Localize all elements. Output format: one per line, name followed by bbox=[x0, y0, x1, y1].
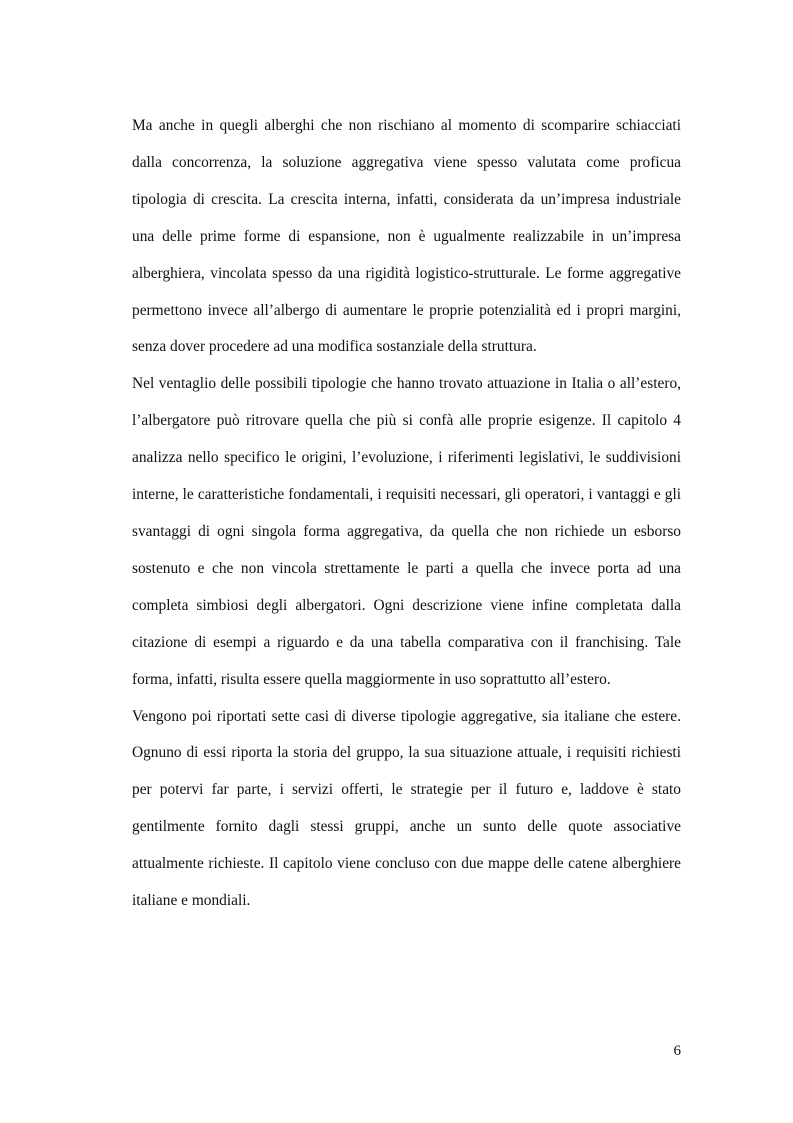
paragraph-3: Vengono poi riportati sette casi di diverse tipologie aggregative, sia italiane che estere. Ognuno di essi riporta la storia del gruppo, la sua situazione attuale, i requisiti richiesti per potervi far parte, i servizi offerti, le strategie per il futuro e, laddove è stato gentilmente fornito dagli stessi gruppi, anche un sunto delle quote associative attualmente richieste. Il capitolo viene concluso con due mappe delle catene alberghiere italiane e mondiali. bbox=[132, 707, 681, 910]
page-number: 6 bbox=[673, 1043, 681, 1059]
paragraph-1: Ma anche in quegli alberghi che non rischiano al momento di scomparire schiacciati dalla concorrenza, la soluzione aggregativa viene spesso valutata come proficua tipologia di crescita. La crescita interna, infatti, considerata da un’impresa industriale una delle prime forme di espansione, non è ugualmente realizzabile in un’impresa alberghiera, vincolata spesso da una rigidità logistico-strutturale. Le forme aggregative permettono invece all’albergo di aumentare le proprie potenzialità ed i propri margini, senza dover procedere ad una modifica sostanziale della struttura. bbox=[132, 117, 681, 356]
body-text bbox=[132, 108, 681, 920]
paragraph-2: Nel ventaglio delle possibili tipologie che hanno trovato attuazione in Italia o all’estero, l’albergatore può ritrovare quella che più si confà alle proprie esigenze. Il capitolo 4 analizza nello specifico le origini, l’evoluzione, i riferimenti legislativi, le suddivisioni interne, le caratteristiche fondamentali, i requisiti necessari, gli operatori, i vantaggi e gli svantaggi di ogni singola forma aggregativa, da quella che non richiede un esborso sostenuto e che non vincola strettamente le parti a quella che invece porta ad una completa simbiosi degli albergatori. Ogni descrizione viene infine completata dalla citazione di esempi a riguardo e da una tabella comparativa con il franchising. Tale forma, infatti, risulta essere quella maggiormente in uso soprattutto all’estero. bbox=[132, 375, 681, 688]
